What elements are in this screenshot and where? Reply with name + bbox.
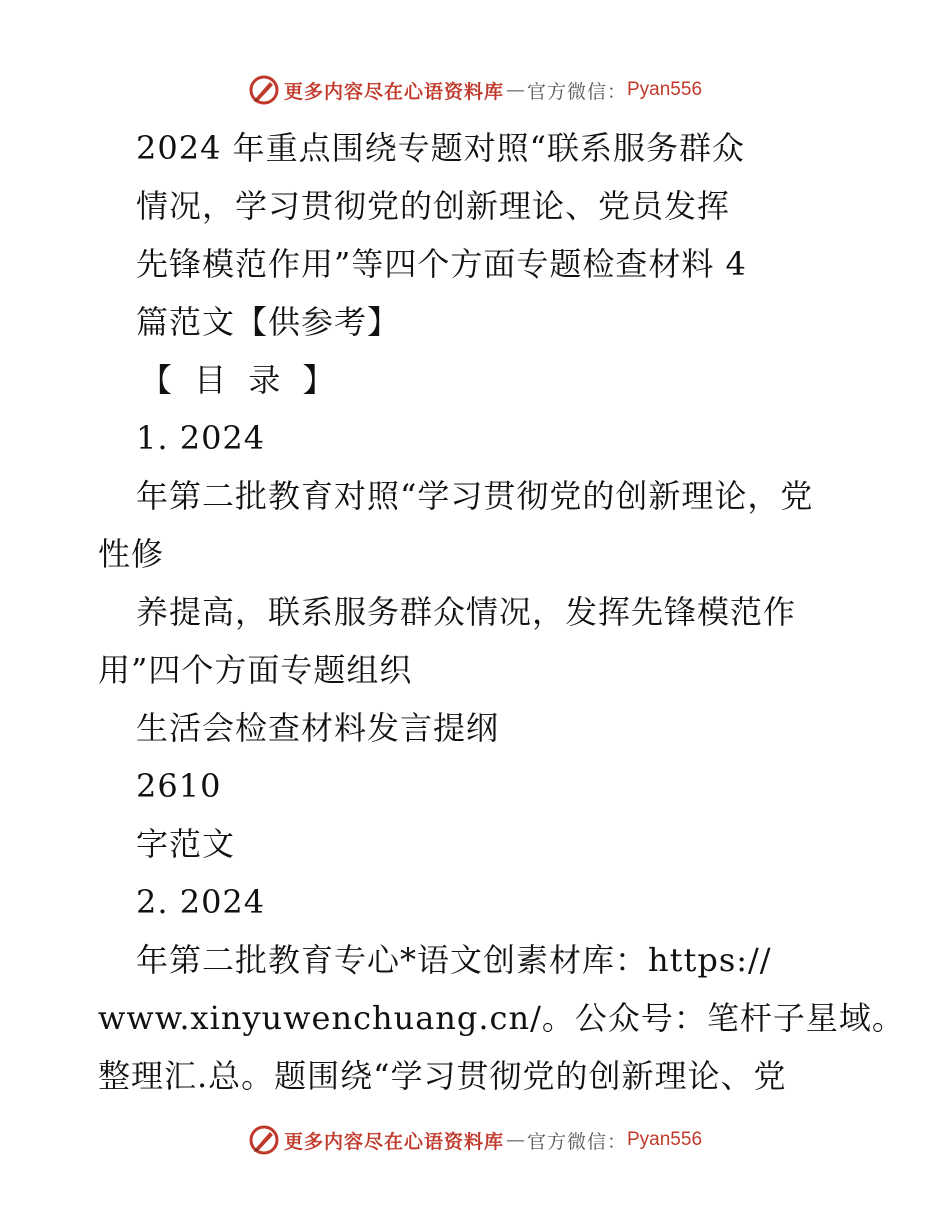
text-line: 字范文 — [136, 825, 236, 863]
text-line: 整理汇.总。题围绕“学习贯彻党的创新理论、党 — [98, 1057, 787, 1095]
text-line: 年第二批教育专心*语文创素材库：https:// — [136, 941, 772, 979]
text-line: 2610 — [136, 767, 222, 805]
banner-title: 更多内容尽在心语资料库 — [283, 1130, 504, 1153]
header-banner — [0, 70, 950, 110]
footer-banner — [0, 1120, 950, 1160]
text-line: 用”四个方面专题组织 — [98, 651, 413, 689]
text-line: 1. 2024 — [136, 419, 266, 457]
pen-logo-icon — [248, 74, 280, 106]
text-line: 情况，学习贯彻党的创新理论、党员发挥 — [136, 187, 731, 225]
text-line: 年第二批教育对照“学习贯彻党的创新理论，党 — [136, 477, 814, 515]
banner-separator: — — [505, 1129, 525, 1151]
text-line: 养提高，联系服务群众情况，发挥先锋模范作 — [136, 593, 797, 631]
text-line: 性修 — [98, 535, 165, 573]
text-line: 2. 2024 — [136, 883, 266, 921]
toc-heading: 【 目 录 】 — [140, 361, 341, 399]
pen-logo-icon — [248, 1124, 280, 1156]
text-line: www.xinyuwenchuang.cn/。公众号：笔杆子星域。 — [98, 999, 905, 1037]
text-line: 篇范文【供参考】 — [136, 303, 401, 341]
banner-wechat-label: 官方微信： — [526, 80, 627, 103]
banner-wechat-id: Pyan556 — [627, 1129, 703, 1150]
banner-separator: — — [505, 79, 525, 101]
text-line: 生活会检查材料发言提纲 — [136, 709, 500, 747]
text-line: 先锋模范作用”等四个方面专题检查材料 4 — [136, 245, 747, 283]
text-line: 2024 年重点围绕专题对照“联系服务群众 — [136, 129, 745, 167]
banner-wechat-id: Pyan556 — [627, 79, 703, 100]
banner-title: 更多内容尽在心语资料库 — [283, 80, 504, 103]
banner-wechat-label: 官方微信： — [526, 1130, 627, 1153]
